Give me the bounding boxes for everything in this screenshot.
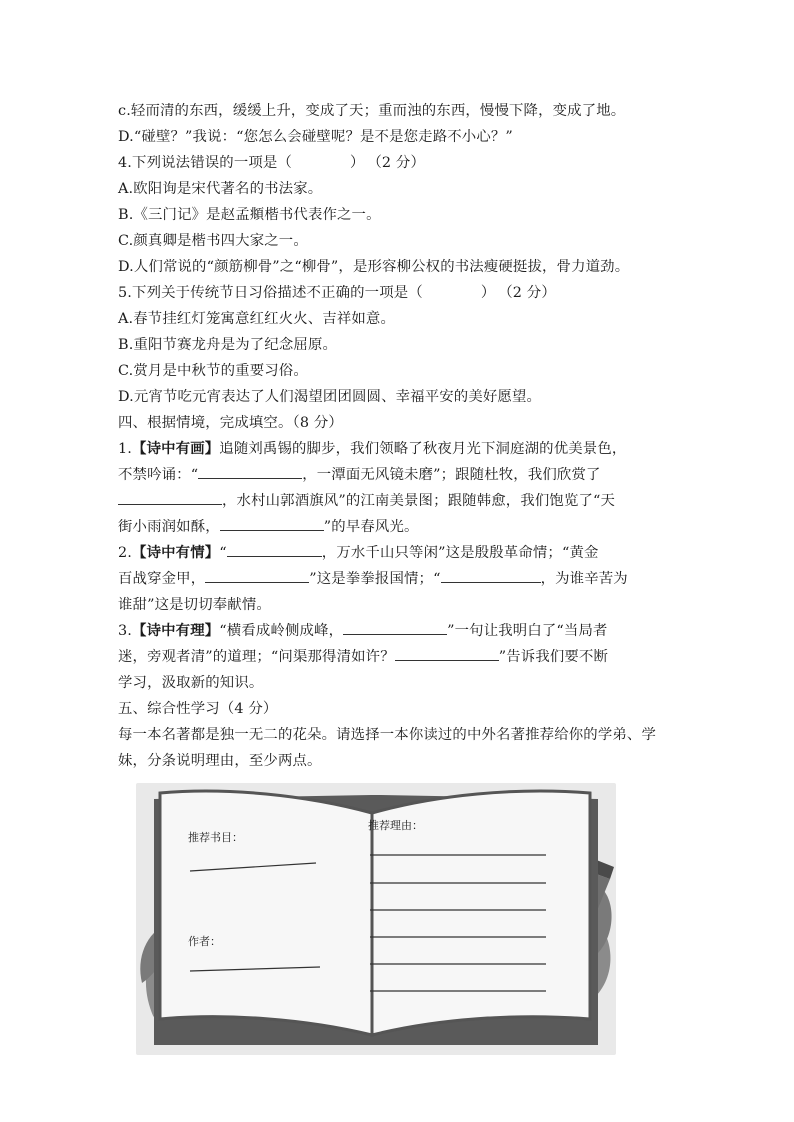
poem-1-text: ，一潭面无风镜未磨”；跟随杜牧，我们欣赏了 [302, 467, 601, 483]
poem-1-line-4 [118, 514, 678, 540]
option-c-line: c.轻而清的东西，缓缓上升，变成了天；重而浊的东西，慢慢下降，变成了地。 [118, 103, 626, 119]
poem-1-line-2 [118, 462, 678, 488]
book-recommendation-card [136, 783, 616, 1055]
fill-blank[interactable] [118, 490, 222, 505]
fill-blank[interactable] [205, 568, 309, 583]
poem-1-text: ”的早春风光。 [323, 519, 419, 535]
q4-score: （2 分） [374, 155, 425, 171]
q5-paren-close: ） [480, 285, 496, 301]
poem-2-text: 百战穿金甲， [118, 571, 206, 587]
item-number: 1. [118, 441, 133, 457]
poem-3-line-1 [118, 618, 678, 644]
poem-3-text: ”告诉我们要不断 [498, 649, 609, 665]
poem-2-label: 【诗中有情】 [132, 544, 220, 561]
poem-1-text: 街小雨润如酥， [118, 519, 220, 535]
poem-2-line-2 [118, 566, 678, 592]
q4-option-a: A.欧阳询是宋代著名的书法家。 [118, 181, 323, 197]
item-number: 2. [118, 545, 133, 561]
q5-option-b: B.重阳节赛龙舟是为了纪念屈原。 [118, 337, 338, 353]
item-number: 3. [118, 623, 133, 639]
q5-stem-text: 5.下列关于传统节日习俗描述不正确的一项是（ [118, 285, 423, 301]
question-4-stem [118, 150, 678, 176]
reason-label: 推荐理由： [368, 819, 423, 832]
fill-blank[interactable] [395, 646, 499, 661]
poem-3-text: “横看成岭侧成峰， [219, 623, 344, 639]
q4-option-d: D.人们常说的“颜筋柳骨”之“柳骨”，是形容柳公权的书法瘦硬挺拔，骨力道劲。 [118, 259, 630, 275]
section-5-body: 每一本名著都是独一无二的花朵。请选择一本你读过的中外名著推荐给你的学弟、学妹，分条说明理由，至少两点。 [118, 727, 657, 769]
question-5-stem [118, 280, 678, 306]
poem-3-text: 迷，旁观者清”的道理；“问渠那得清如许？ [118, 649, 395, 665]
poem-1-text: 追随刘禹锡的脚步，我们领略了秋夜月光下洞庭湖的优美景色， [219, 441, 627, 457]
q5-score: （2 分） [505, 285, 556, 301]
poem-2-line-1 [118, 540, 678, 566]
poem-3-text: ”一句让我明白了“当局者 [447, 623, 608, 639]
q4-paren-close: ） [349, 155, 365, 171]
q5-option-d: D.元宵节吃元宵表达了人们渴望团团圆圆、幸福平安的美好愿望。 [118, 389, 542, 405]
poem-1-line-1 [118, 436, 678, 462]
q5-option-a: A.春节挂红灯笼寓意红红火火、吉祥如意。 [118, 311, 395, 327]
poem-1-text: 不禁吟诵：“ [118, 467, 199, 483]
poem-3-line-3: 学习，汲取新的知识。 [118, 675, 264, 691]
poem-2-text: ，为谁辛苦为 [540, 571, 628, 587]
poem-2-text: ，万水千山只等闲”这是殷殷革命情；“黄金 [321, 545, 599, 561]
poem-1-text: ，水村山郭酒旗风”的江南美景图；跟随韩愈，我们饱览了“天 [222, 493, 616, 509]
section-5-title: 五、综合性学习（4 分） [118, 701, 278, 717]
exam-content [118, 98, 678, 774]
left-page [160, 791, 372, 1035]
poem-1-label: 【诗中有画】 [132, 440, 220, 457]
poem-3-label: 【诗中有理】 [132, 622, 220, 639]
option-d-line: D.“碰壁？”我说：“您怎么会碰壁呢？是不是您走路不小心？” [118, 129, 513, 145]
q4-stem-text: 4.下列说法错误的一项是（ [118, 155, 292, 171]
poem-2-text: “ [219, 545, 227, 561]
fill-blank[interactable] [441, 568, 541, 583]
poem-2-text: ”这是拳拳报国情；“ [309, 571, 441, 587]
fill-blank[interactable] [220, 516, 324, 531]
book-title-label: 推荐书目： [188, 831, 243, 844]
q5-option-c: C.赏月是中秋节的重要习俗。 [118, 363, 308, 379]
fill-blank[interactable] [343, 620, 447, 635]
poem-3-line-2 [118, 644, 678, 670]
fill-blank[interactable] [198, 464, 302, 479]
section-4-title: 四、根据情境，完成填空。（8 分） [118, 415, 343, 431]
poem-1-line-3 [118, 488, 678, 514]
poem-2-line-3: 谁甜”这是切切奉献情。 [118, 597, 271, 613]
q4-option-c: C.颜真卿是楷书四大家之一。 [118, 233, 308, 249]
q4-option-b: B.《三门记》是赵孟頫楷书代表作之一。 [118, 207, 381, 223]
author-label: 作者： [188, 935, 221, 948]
fill-blank[interactable] [227, 542, 322, 557]
